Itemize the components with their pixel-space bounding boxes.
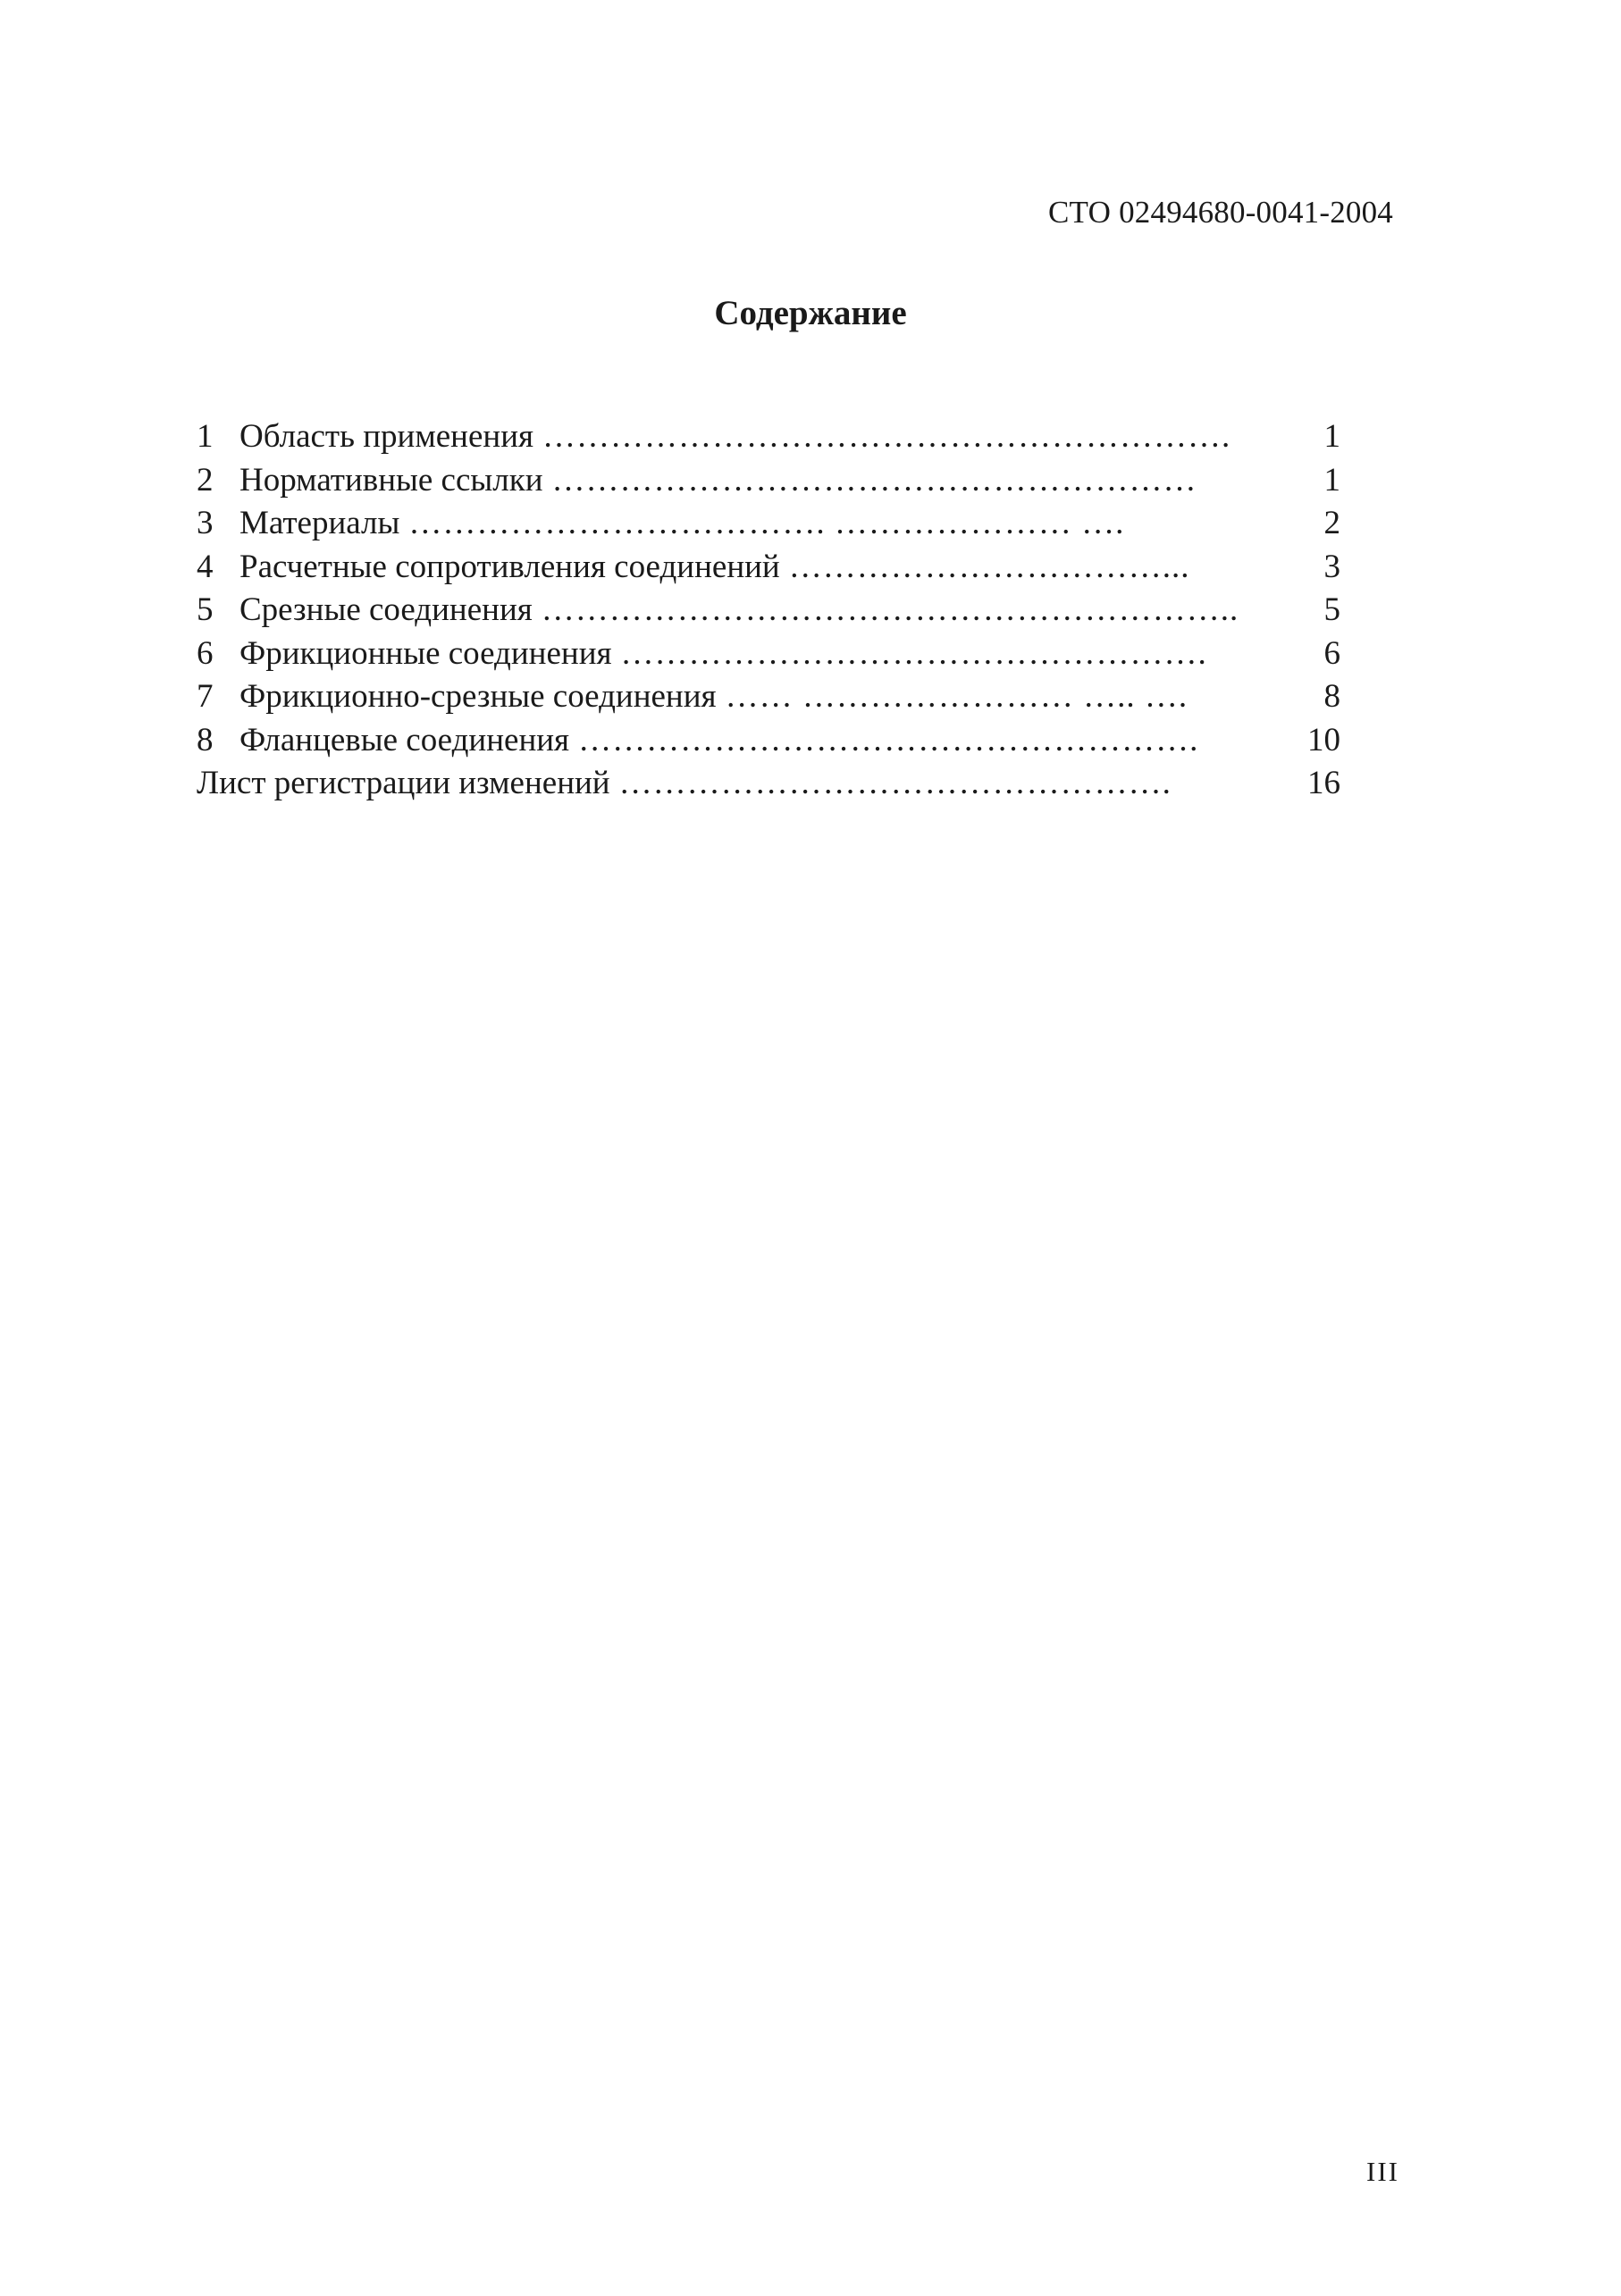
toc-entry-page: 3	[1323, 548, 1340, 585]
toc-entry-title: Фланцевые соединения	[239, 721, 570, 758]
toc-entry-label	[239, 546, 1189, 590]
toc-entry-label	[239, 633, 1207, 676]
toc-entry-2[interactable]	[197, 459, 1340, 503]
toc-entry-8[interactable]	[197, 719, 1340, 763]
toc-entry-label	[239, 675, 1188, 719]
toc-entry-number: 3	[197, 505, 214, 541]
toc-entry-change-registration[interactable]	[197, 762, 1340, 806]
toc-entry-3[interactable]	[197, 502, 1340, 546]
toc-entry-leader: …………………………………………….	[620, 634, 1207, 672]
toc-entry-title: Нормативные ссылки	[239, 461, 543, 499]
toc-entry-leader: …………………………………………………….	[542, 418, 1231, 455]
toc-entry-page: 1	[1323, 418, 1340, 455]
toc-entry-leader: ……………………………………………………..	[541, 591, 1239, 628]
toc-entry-title: Лист регистрации изменений	[197, 765, 610, 801]
toc-entry-1[interactable]	[197, 415, 1340, 459]
toc-entry-number: 7	[197, 678, 214, 715]
toc-entry-title: Фрикционно-срезные соединения	[239, 678, 717, 715]
toc-entry-label	[239, 502, 1124, 546]
toc-entry-page: 10	[1307, 721, 1340, 758]
toc-entry-leader: ……………………………………………….	[578, 721, 1199, 758]
toc-entry-title: Срезные соединения	[239, 591, 533, 628]
toc-entry-page: 5	[1323, 591, 1340, 628]
toc-entry-leader: ………………………………………….	[618, 765, 1172, 801]
table-of-contents	[197, 415, 1340, 806]
toc-entry-label	[239, 415, 1230, 459]
toc-entry-number: 6	[197, 634, 214, 672]
toc-entry-page: 2	[1323, 505, 1340, 541]
toc-title: Содержание	[714, 294, 907, 332]
toc-entry-7[interactable]	[197, 675, 1340, 719]
toc-entry-title: Область применения	[239, 418, 534, 455]
document-code: СТО 02494680-0041-2004	[1048, 195, 1393, 230]
toc-entry-label	[197, 762, 1172, 806]
toc-entry-number: 2	[197, 461, 214, 499]
toc-entry-page: 1	[1323, 461, 1340, 499]
toc-entry-number: 8	[197, 721, 214, 758]
toc-entry-leader: …………………………………………………	[551, 461, 1197, 499]
toc-entry-label	[239, 589, 1239, 633]
toc-entry-label	[239, 719, 1198, 763]
toc-entry-number: 4	[197, 548, 214, 585]
toc-entry-label	[239, 459, 1197, 503]
toc-entry-number: 5	[197, 591, 214, 628]
toc-entry-4[interactable]	[197, 546, 1340, 590]
page-number: III	[1366, 2156, 1399, 2187]
toc-entry-leader: ………………………………. ………………… ….	[408, 505, 1125, 541]
toc-entry-6[interactable]	[197, 633, 1340, 676]
toc-entry-5[interactable]	[197, 589, 1340, 633]
toc-entry-page: 8	[1323, 678, 1340, 715]
toc-entry-title: Расчетные сопротивления соединений	[239, 548, 780, 585]
toc-entry-title: Материалы	[239, 505, 400, 541]
toc-entry-leader: …… …………………… ….. ….	[725, 678, 1188, 715]
toc-entry-page: 16	[1307, 765, 1340, 801]
toc-entry-title: Фрикционные соединения	[239, 634, 612, 672]
toc-entry-page: 6	[1323, 634, 1340, 672]
toc-entry-number: 1	[197, 418, 214, 455]
toc-entry-leader: ……………………………...	[788, 548, 1190, 585]
